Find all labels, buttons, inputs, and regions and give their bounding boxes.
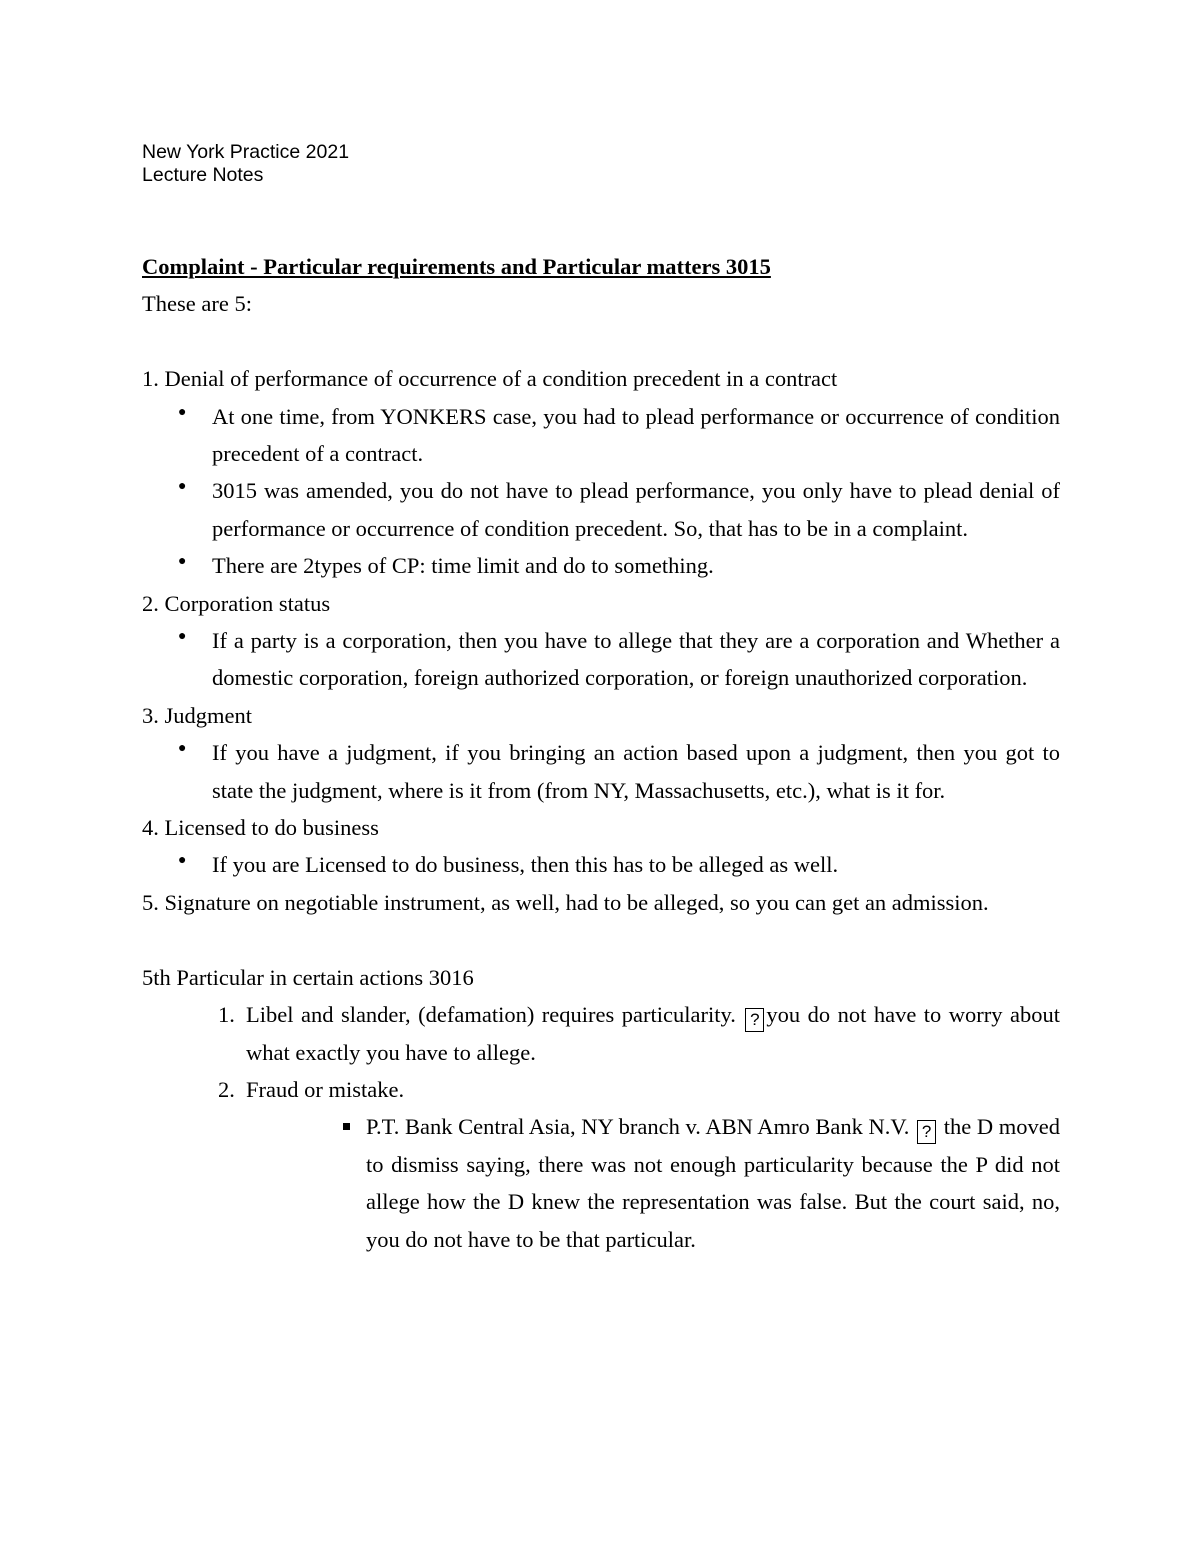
bullet-item: ● If a party is a corporation, then you have to allege that they are a corporation and Whether a domestic corporation, foreign authorized corporation, or foreign unauthorized corporation. — [142, 622, 1060, 697]
requirement-4-label: 4. Licensed to do business — [142, 815, 379, 841]
fraud-sub-list — [142, 1108, 1060, 1258]
list-item: P.T. Bank Central Asia, NY branch v. ABN Amro Bank N.V. ? the D moved to dismiss saying, there was not enough particularity because the P did not allege how the D knew the representation was false. But the court said, no, you do not have to be that particular. — [142, 1108, 1060, 1258]
spacer — [142, 921, 1060, 958]
requirement-1-bullets — [142, 398, 1060, 585]
list-item: 1. Libel and slander, (defamation) requires particularity. ? you do not have to worry about what exactly you have to allege. — [218, 1002, 1060, 1065]
section-heading-3015: Complaint - Particular requirements and Particular matters 3015 — [142, 254, 771, 279]
requirement-1-label: 1. Denial of performance of occurrence of a condition precedent in a contract — [142, 366, 838, 392]
bullet-item: ● There are 2types of CP: time limit and do to something. — [142, 547, 1060, 584]
requirement-5-label: 5. Signature on negotiable instrument, as well, had to be alleged, so you can get an admission. — [142, 889, 989, 915]
bullet-icon: ● — [178, 853, 187, 869]
bullet-icon: ● — [178, 404, 187, 420]
bullet-item: ● If you have a judgment, if you bringing an action based upon a judgment, then you got to state the judgment, where is it from (from NY, Massachusetts, etc.), what is it for. — [142, 734, 1060, 809]
section2-list — [142, 996, 1060, 1108]
bullet-icon: ● — [178, 554, 187, 570]
section-heading-3016: 5th Particular in certain actions 3016 — [142, 964, 474, 990]
requirement-3-label: 3. Judgment — [142, 702, 252, 728]
requirement-2-label: 2. Corporation status — [142, 590, 331, 616]
requirement-3-bullets — [142, 734, 1060, 809]
bullet-icon: ● — [178, 741, 187, 757]
square-bullet-icon — [343, 1123, 350, 1130]
bullet-item: ● If you are Licensed to do business, then this has to be alleged as well. — [142, 846, 1060, 883]
unknown-glyph-icon: ? — [745, 1008, 764, 1032]
bullet-icon: ● — [178, 479, 187, 495]
bullet-item: ● 3015 was amended, you do not have to plead performance, you only have to plead denial of performance or occurrence of condition precedent. So, that has to be in a complaint. — [142, 472, 1060, 547]
requirement-2-bullets — [142, 622, 1060, 697]
document-subtitle: Lecture Notes — [142, 164, 264, 186]
requirement-4-bullets — [142, 846, 1060, 883]
spacer — [142, 323, 1060, 360]
list-item: 2. Fraud or mistake. — [218, 1076, 405, 1102]
course-title: New York Practice 2021 — [142, 141, 350, 163]
unknown-glyph-icon: ? — [917, 1120, 936, 1144]
document-body — [142, 248, 1060, 1258]
bullet-item: ● At one time, from YONKERS case, you had to plead performance or occurrence of condition precedent of a contract. — [142, 398, 1060, 473]
section-intro: These are 5: — [142, 291, 252, 317]
document-header — [142, 141, 349, 187]
bullet-icon: ● — [178, 629, 187, 645]
